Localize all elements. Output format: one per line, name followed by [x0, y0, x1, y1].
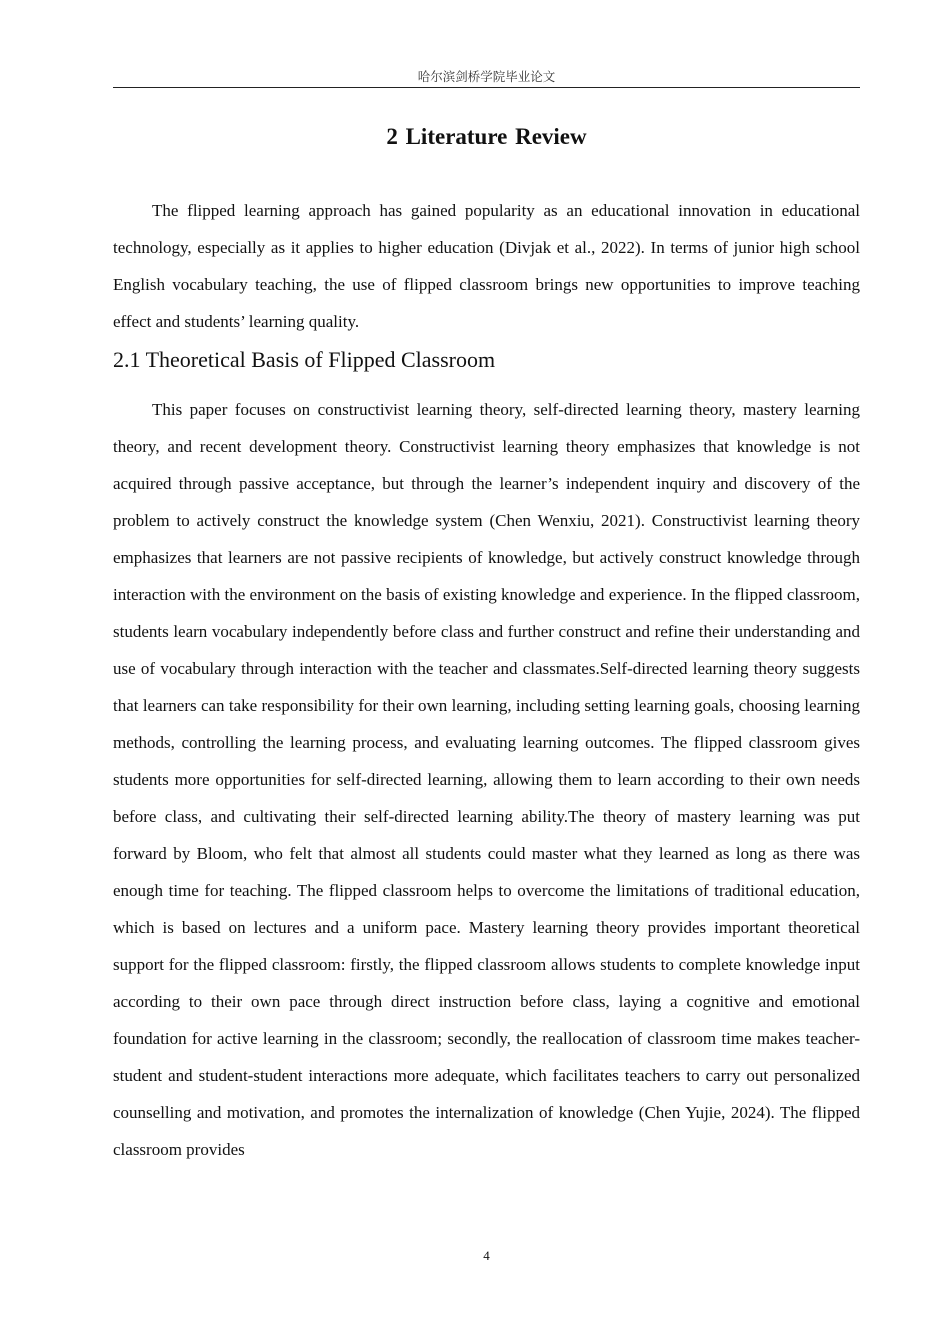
running-header: 哈尔滨剑桥学院毕业论文 [417, 69, 556, 84]
header-divider [113, 87, 860, 88]
page-number: 4 [483, 1248, 490, 1263]
section-heading-2-1: 2.1 Theoretical Basis of Flipped Classroom [113, 347, 496, 372]
intro-paragraph: The flipped learning approach has gained popularity as an educational innovation in educational technology, especially as it applies to higher education (Divjak et al., 2022). In terms of junior high school English vocabulary teaching, the use of flipped classroom brings new opportunities to improve teaching effect and students’ learning quality. [113, 201, 860, 331]
section-2-1-paragraph: This paper focuses on constructivist learning theory, self-directed learning theory, mastery learning theory, and recent development theory. Constructivist learning theory emphasizes that knowledge is not acquired through passive acceptance, but through the learner’s independent inquiry and discovery of the problem to actively construct the knowledge system (Chen Wenxiu, 2021). Constructivist learning theory emphasizes that learners are not passive recipients of knowledge, but actively construct knowledge through interaction with the environment on the basis of existing knowledge and experience. In the flipped classroom, students learn vocabulary independently before class and further construct and refine their understanding and use of vocabulary through interaction with the teacher and classmates.Self-directed learning theory suggests that learners can take responsibility for their own learning, including setting learning goals, choosing learning methods, controlling the learning process, and evaluating learning outcomes. The flipped classroom gives students more opportunities for self-directed learning, allowing them to learn according to their own needs before class, and cultivating their self-directed learning ability.The theory of mastery learning was put forward by Bloom, who felt that almost all students could master what they learned as long as there was enough time for teaching. The flipped classroom helps to overcome the limitations of traditional education, which is based on lectures and a uniform pace. Mastery learning theory provides important theoretical support for the flipped classroom: firstly, the flipped classroom allows students to complete knowledge input according to their own pace through direct instruction before class, laying a cognitive and emotional foundation for active learning in the classroom; secondly, the reallocation of classroom time makes teacher-student and student-student interactions more adequate, which facilitates teachers to carry out personalized counselling and motivation, and promotes the internalization of knowledge (Chen Yujie, 2024). The flipped classroom provides [113, 400, 860, 1159]
chapter-title: 2 Literature Review [386, 124, 587, 149]
